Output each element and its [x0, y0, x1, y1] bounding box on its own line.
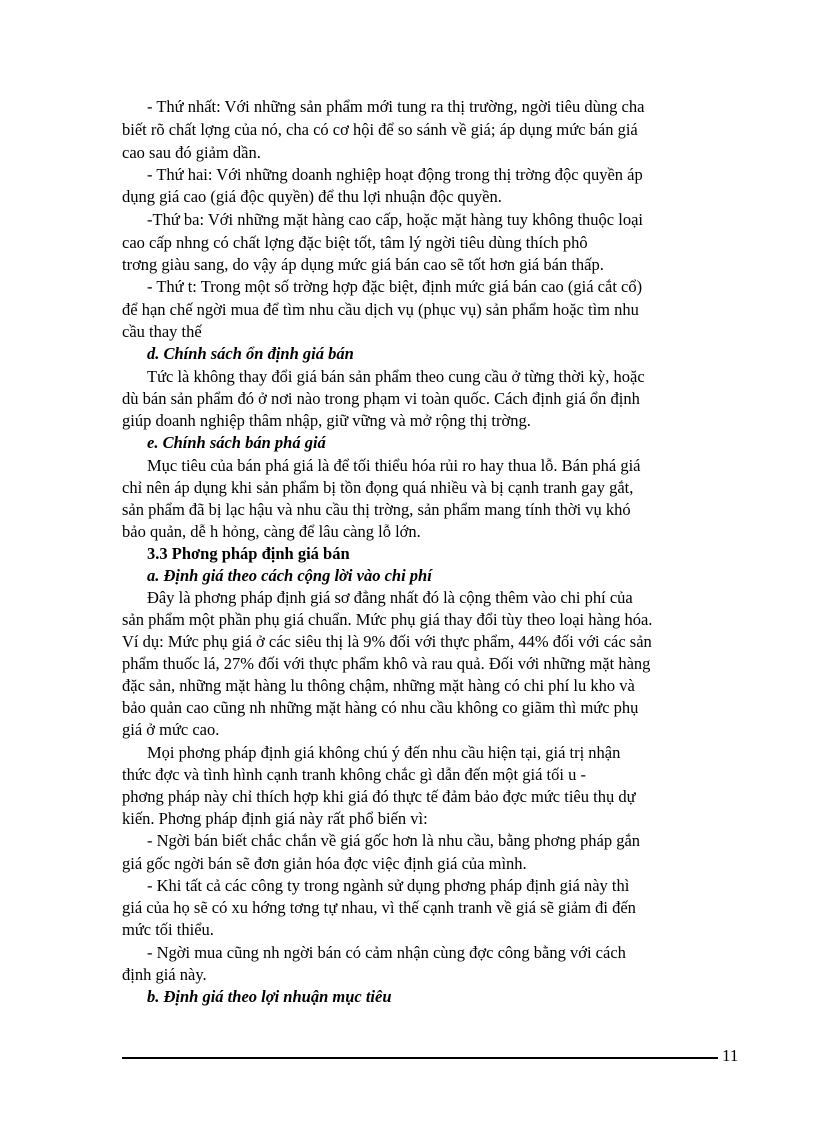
- text-line: Ví dụ: Mức phụ giá ở các siêu thị là 9% đối với thực phẩm, 44% đối với các sản: [122, 632, 652, 651]
- text-line: cao sau đó giảm dần.: [122, 143, 261, 162]
- text-line: định giá này.: [122, 965, 207, 984]
- section-heading: 3.3 Phơng pháp định giá bán: [147, 544, 350, 563]
- text-line: - Ngời mua cũng nh ngời bán có cảm nhận cùng đợc công bằng với cách: [147, 943, 626, 962]
- text-line: dụng giá cao (giá độc quyền) để thu lợi nhuận độc quyền.: [122, 187, 502, 206]
- subsection-heading: a. Định giá theo cách cộng lời vào chi phí: [147, 566, 432, 585]
- text-line: đặc sản, những mặt hàng lu thông chậm, những mặt hàng có chi phí lu kho và: [122, 676, 635, 695]
- page-number: 11: [722, 1046, 739, 1065]
- subsection-heading: b. Định giá theo lợi nhuận mục tiêu: [147, 987, 392, 1006]
- text-line: Tức là không thay đổi giá bán sản phẩm theo cung cầu ở từng thời kỳ, hoặc: [147, 367, 645, 386]
- text-line: - Khi tất cả các công ty trong ngành sử dụng phơng pháp định giá này thì: [147, 876, 630, 895]
- section-heading: d. Chính sách ổn định giá bán: [147, 344, 354, 363]
- text-line: Mọi phơng pháp định giá không chú ý đến nhu cầu hiện tại, giá trị nhận: [147, 743, 621, 762]
- text-line: mức tối thiểu.: [122, 920, 214, 939]
- section-heading: e. Chính sách bán phá giá: [147, 433, 326, 452]
- text-line: - Thứ nhất: Với những sản phẩm mới tung ra thị trường, ngời tiêu dùng cha: [147, 97, 645, 116]
- text-line: biết rõ chất lợng của nó, cha có cơ hội để so sánh về giá; áp dụng mức bán giá: [122, 120, 638, 139]
- text-line: giá ở mức cao.: [122, 720, 220, 739]
- text-line: Đây là phơng pháp định giá sơ đẳng nhất đó là cộng thêm vào chi phí của: [147, 588, 633, 607]
- text-line: cao cấp nhng có chất lợng đặc biệt tốt, tâm lý ngời tiêu dùng thích phô: [122, 233, 588, 252]
- text-line: giá gốc ngời bán sẽ đơn giản hóa đợc việc định giá của mình.: [122, 854, 527, 873]
- text-line: - Thứ hai: Với những doanh nghiệp hoạt động trong thị trờng độc quyền áp: [147, 165, 643, 184]
- text-line: - Thứ t: Trong một số trờng hợp đặc biệt, định mức giá bán cao (giá cắt cổ): [147, 277, 643, 296]
- text-line: phẩm thuốc lá, 27% đối với thực phẩm khô và rau quả. Đối với những mặt hàng: [122, 654, 651, 673]
- text-line: phơng pháp này chỉ thích hợp khi giá đó thực tế đảm bảo đợc mức tiêu thụ dự: [122, 787, 636, 806]
- text-line: để hạn chế ngời mua để tìm nhu cầu dịch vụ (phục vụ) sản phẩm hoặc tìm nhu: [122, 300, 639, 319]
- text-line: -Thứ ba: Với những mặt hàng cao cấp, hoặc mặt hàng tuy không thuộc loại: [147, 210, 643, 229]
- text-line: bảo quản cao cũng nh những mặt hàng có nhu cầu không co giãm thì mức phụ: [122, 698, 639, 717]
- text-line: sản phẩm đã bị lạc hậu và nhu cầu thị trờng, sản phẩm mang tính thời vụ khó: [122, 500, 631, 519]
- text-line: giá của họ sẽ có xu hớng tơng tự nhau, vì thế cạnh tranh về giá sẽ giảm đi đến: [122, 898, 636, 917]
- text-line: sản phẩm một phần phụ giá chuẩn. Mức phụ giá thay đổi tùy theo loại hàng hóa.: [122, 610, 653, 629]
- text-line: bảo quản, dễ h hỏng, càng để lâu càng lỗ lớn.: [122, 522, 421, 541]
- text-line: - Ngời bán biết chắc chắn về giá gốc hơn là nhu cầu, bằng phơng pháp gắn: [147, 831, 641, 850]
- footer-rule: [122, 1057, 718, 1059]
- text-line: chỉ nên áp dụng khi sản phẩm bị tồn đọng quá nhiều và bị cạnh tranh gay gắt,: [122, 478, 634, 497]
- text-line: trơng giàu sang, do vậy áp dụng mức giá bán cao sẽ tốt hơn giá bán thấp.: [122, 255, 604, 274]
- text-line: dù bán sản phẩm đó ở nơi nào trong phạm vi toàn quốc. Cách định giá ổn định: [122, 389, 640, 408]
- text-line: thức đợc và tình hình cạnh tranh không chắc gì dẫn đến một giá tối u -: [122, 765, 586, 784]
- text-line: Mục tiêu của bán phá giá là để tối thiểu hóa rủi ro hay thua lỗ. Bán phá giá: [147, 456, 641, 475]
- text-line: giúp doanh nghiệp thâm nhập, giữ vững và mở rộng thị trờng.: [122, 411, 531, 430]
- text-line: kiến. Phơng pháp định giá này rất phổ biến vì:: [122, 809, 428, 828]
- text-line: cầu thay thế: [122, 322, 202, 341]
